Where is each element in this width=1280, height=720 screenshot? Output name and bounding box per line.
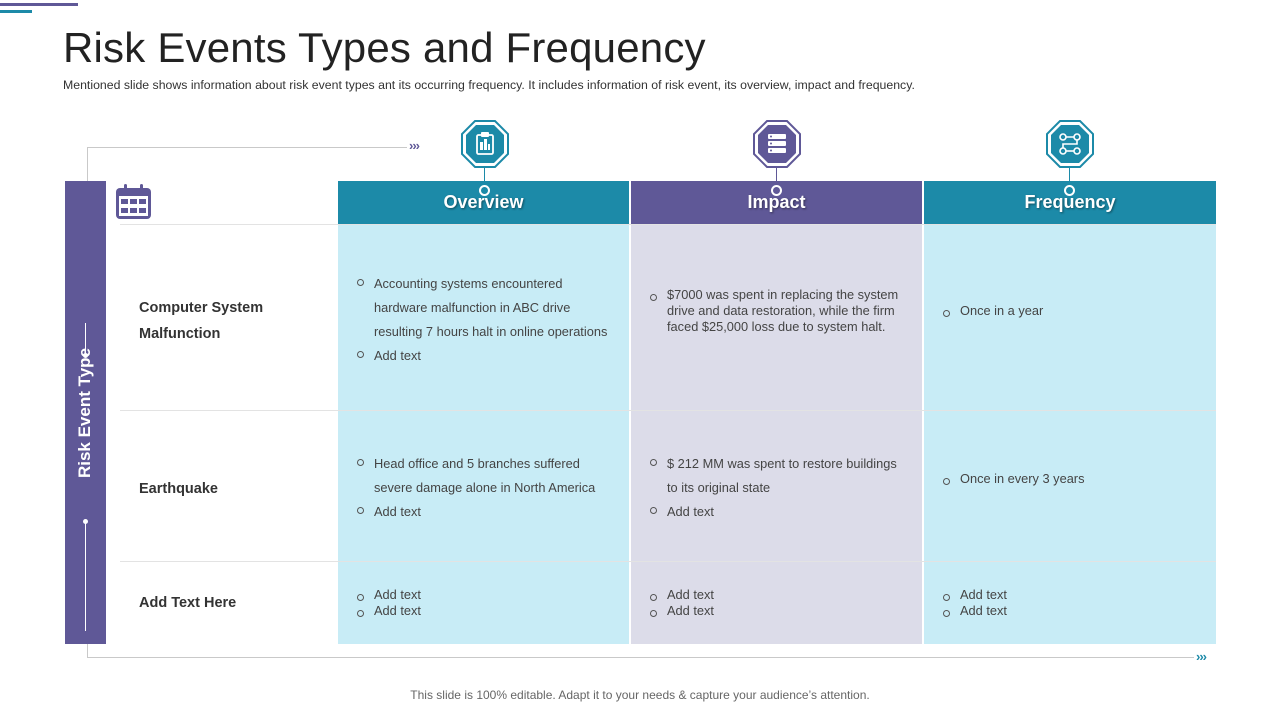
page-title: Risk Events Types and Frequency	[63, 24, 706, 71]
list-item: Add text	[356, 603, 626, 619]
list-item: Add text	[356, 587, 626, 603]
cell-overview-row3	[356, 587, 626, 619]
list-item: Add text	[356, 344, 626, 368]
cell-frequency-row1	[942, 303, 1212, 319]
cell-overview-row1	[356, 272, 626, 368]
chevron-right-icon: ›››	[409, 138, 419, 153]
connector-stem	[776, 168, 777, 182]
list-item: Once in every 3 years	[942, 471, 1212, 487]
list-item: Add text	[356, 500, 626, 524]
risk-event-type-sidebar	[65, 181, 106, 644]
list-item: Once in a year	[942, 303, 1212, 319]
row-label-add-text-here: Add Text Here	[139, 595, 237, 611]
cell-impact-row1	[649, 287, 919, 335]
row-label-earthquake: Earthquake	[139, 481, 218, 497]
list-item: Add text	[649, 603, 919, 619]
list-item: Head office and 5 branches suffered severe damage alone in North America	[356, 452, 626, 500]
list-item: Add text	[649, 500, 919, 524]
cell-overview-row2	[356, 452, 626, 524]
cell-frequency-row3	[942, 587, 1212, 619]
connector-pin	[479, 185, 490, 196]
row-label-computer-system-malfunction: Computer System Malfunction	[139, 300, 264, 342]
guide-line-bottom	[87, 657, 1194, 658]
row-divider	[120, 224, 1216, 225]
column-body-frequency	[924, 224, 1216, 644]
sidebar-label: Risk Event Type	[75, 347, 95, 478]
column-header-impact: Impact	[631, 181, 922, 224]
page-subtitle: Mentioned slide shows information about risk event types ant its occurring frequency. It includes information of risk event, its overview, impact and frequency.	[63, 78, 915, 92]
connector-pin	[771, 185, 782, 196]
calendar-icon	[115, 183, 152, 220]
chevron-right-icon: ›››	[1196, 649, 1206, 664]
server-icon	[753, 120, 801, 168]
list-item: $ 212 MM was spent to restore buildings to its original state	[649, 452, 919, 500]
clipboard-icon	[461, 120, 509, 168]
guide-line-top	[87, 147, 407, 148]
workflow-icon	[1046, 120, 1094, 168]
cell-impact-row2	[649, 452, 919, 524]
row-divider	[120, 561, 1216, 562]
footer-note: This slide is 100% editable. Adapt it to your needs & capture your audience’s attention.	[410, 688, 870, 702]
cell-frequency-row2	[942, 471, 1212, 487]
connector-stem	[1069, 168, 1070, 182]
connector-stem	[484, 168, 485, 182]
list-item: Add text	[942, 603, 1212, 619]
list-item: Add text	[942, 587, 1212, 603]
list-item: Accounting systems encountered hardware malfunction in ABC drive resulting 7 hours halt in online operations	[356, 272, 626, 344]
list-item: Add text	[649, 587, 919, 603]
cell-impact-row3	[649, 587, 919, 619]
connector-pin	[1064, 185, 1075, 196]
column-header-overview: Overview	[338, 181, 629, 224]
row-divider	[120, 410, 1216, 411]
column-header-frequency: Frequency	[924, 181, 1216, 224]
top-accent-bar	[0, 3, 78, 6]
list-item: $7000 was spent in replacing the system drive and data restoration, while the firm faced $25,000 loss due to system halt.	[649, 287, 919, 335]
top-accent-bar-short	[0, 10, 32, 13]
